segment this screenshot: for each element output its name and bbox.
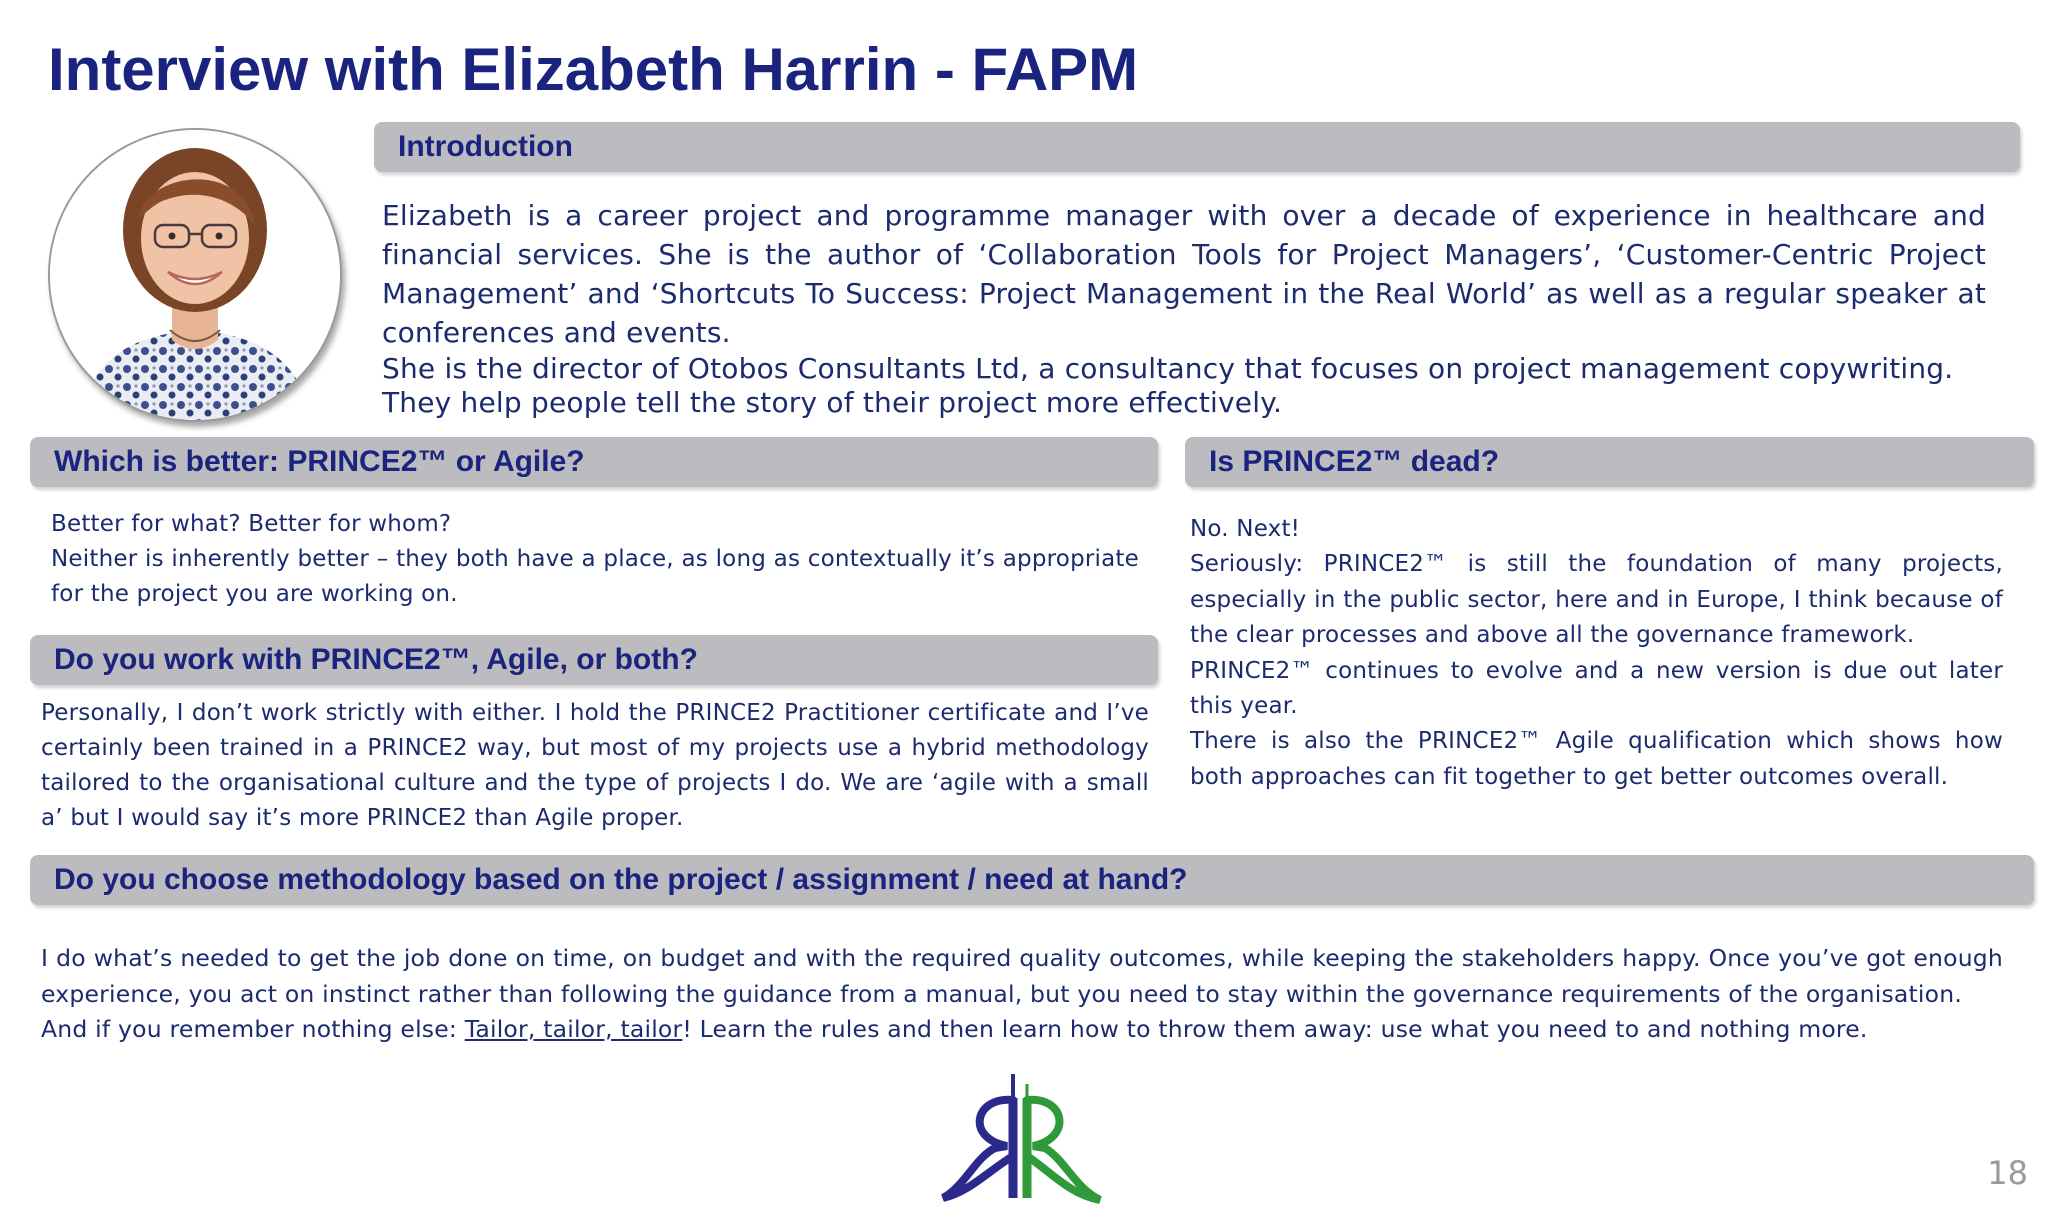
question-work-answer <box>41 696 1149 836</box>
introduction-header <box>374 122 2020 172</box>
answer-text: ! Learn the rules and then learn how to throw them away: use what you need to and nothing more. <box>682 1015 1868 1043</box>
answer-paragraph: Neither is inherently better – they both have a place, as long as contextually it’s appropriate for the project you are working on. <box>51 546 1139 607</box>
answer-paragraph: Seriously: PRINCE2™ is still the foundation of many projects, especially in the public sector, here and in Europe, I think because of the clear processes and above all the governance framework. <box>1190 551 2003 649</box>
answer-paragraph: No. Next! <box>1190 516 1301 542</box>
question-choose-heading: Do you choose methodology based on the project / assignment / need at hand? <box>54 863 1188 896</box>
rr-logo-icon <box>935 1068 1105 1210</box>
rr-logo <box>935 1068 1105 1210</box>
question-choose-answer <box>41 941 2003 1048</box>
answer-paragraph: There is also the PRINCE2™ Agile qualification which shows how both approaches can fit together to get better outcomes overall. <box>1190 728 2003 790</box>
introduction-text <box>382 196 1986 420</box>
portrait-photo <box>48 128 342 422</box>
page-title: Interview with Elizabeth Harrin - FAPM <box>48 36 1139 103</box>
question-choose-header <box>30 855 2034 905</box>
answer-text: And if you remember nothing else: <box>41 1015 465 1043</box>
question-work-header <box>30 635 1158 685</box>
question-better-heading: Which is better: PRINCE2™ or Agile? <box>54 445 585 478</box>
introduction-heading: Introduction <box>398 130 573 163</box>
question-dead-header <box>1185 437 2034 487</box>
answer-paragraph: Better for what? Better for whom? <box>51 511 452 537</box>
question-work-heading: Do you work with PRINCE2™, Agile, or both? <box>54 643 698 676</box>
answer-paragraph: I do what’s needed to get the job done on time, on budget and with the required quality outcomes, while keeping the stakeholders happy. Once you’ve got enough experience, you act on instinct rather than following the guidance from a manual, but you need to stay within the governance requirements of the organisation. <box>41 944 2003 1008</box>
question-dead-answer <box>1190 512 2003 795</box>
question-dead-heading: Is PRINCE2™ dead? <box>1209 445 1500 478</box>
answer-paragraph <box>41 1012 2003 1048</box>
introduction-paragraph: Elizabeth is a career project and programme manager with over a decade of experience in healthcare and financial services. She is the author of ‘Collaboration Tools for Project Managers’, ‘Customer-Centric Project Management’ and ‘Shortcuts To Success: Project Management in the Real World’ as well as a regular speaker at conferences and events. <box>382 199 1986 349</box>
portrait-icon <box>50 130 340 420</box>
page-number: 18 <box>1987 1154 2028 1192</box>
answer-paragraph: PRINCE2™ continues to evolve and a new version is due out later this year. <box>1190 657 2003 720</box>
question-better-header <box>30 437 1158 487</box>
question-better-answer <box>51 507 1139 612</box>
answer-paragraph: Personally, I don’t work strictly with either. I hold the PRINCE2 Practitioner certificate and I’ve certainly been trained in a PRINCE2 way, but most of my projects use a hybrid methodology tailored to the organisational culture and the type of projects I do. We are ‘agile with a small a’ but I would say it’s more PRINCE2 than Agile proper. <box>41 700 1149 831</box>
tailor-link[interactable]: Tailor, tailor, tailor <box>464 1015 683 1043</box>
introduction-paragraph: She is the director of Otobos Consultants Ltd, a consultancy that focuses on project management copywriting. They help people tell the story of their project more effectively. <box>382 352 1954 419</box>
